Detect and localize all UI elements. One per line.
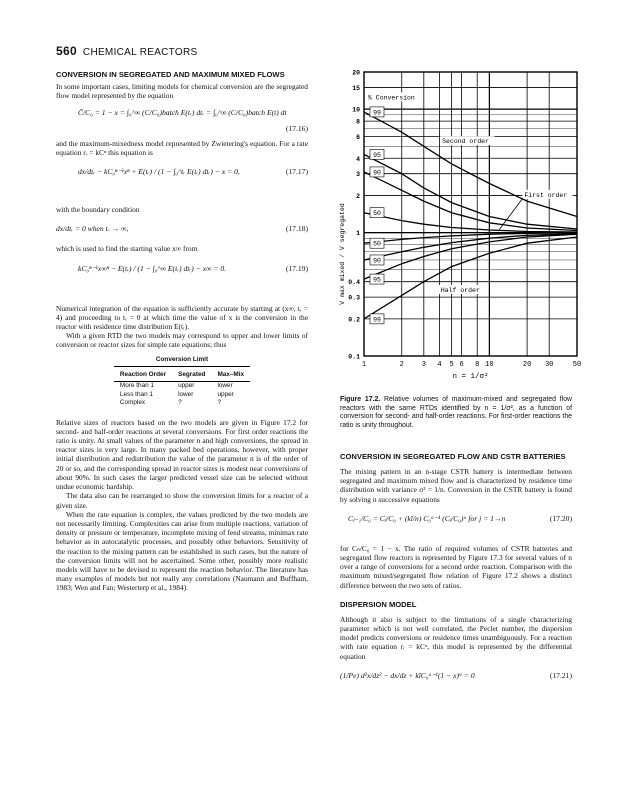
equation-17-21 [340, 671, 572, 685]
y-tick-label: 2 [356, 192, 360, 200]
equation-body: C̄/C₀ = 1 − x = ∫₀^∞ (C/C₀)batch E(tᵣ) dtᵣ = ∫₀^∞ (C/C₀)batch E(t) dt [78, 108, 287, 118]
table-cell: ? [178, 399, 182, 407]
running-header [56, 44, 198, 58]
equation-17-16 [78, 108, 308, 132]
table-row [114, 391, 250, 399]
x-tick-label: 20 [522, 361, 532, 369]
x-tick-label: 5 [449, 361, 454, 369]
equation-body: Cⱼ₋₁/C₀ = Cⱼ/C₀ + (kī/n) C₀ᵅ⁻¹ (Cⱼ/C₀)ᵅ for j = 1→n [348, 513, 506, 523]
x-tick-label: 6 [459, 361, 464, 369]
x-tick-label: 8 [475, 361, 480, 369]
second-order-label: Second order [442, 138, 489, 146]
figure-label: Figure 17.2. [340, 396, 381, 403]
paragraph: which is used to find the starting value x∞ from [56, 244, 198, 254]
x-tick-label: 1 [361, 361, 367, 369]
series-label: 90 [373, 169, 381, 177]
x-tick-label: 3 [421, 361, 426, 369]
paragraph: With a given RTD the two models may correspond to upper and lower limits of conversion or reactor sizes for simple rate equations; thus [56, 331, 308, 350]
series-label: 99 [373, 109, 381, 117]
table-caption: Conversion Limit [114, 356, 250, 367]
equation-body: (1/Pe) d²x/dz² − dx/dz + kīC₀ᵅ⁻¹(1 − x)ᵅ = 0 [340, 670, 475, 680]
section-title-segregated: CONVERSION IN SEGREGATED AND MAXIMUM MIXED FLOWS [56, 70, 285, 79]
series-line [364, 237, 577, 319]
series-line [364, 172, 577, 231]
series-label: 90 [373, 257, 381, 265]
equation-17-18 [56, 224, 308, 234]
table-cell: Complex [119, 399, 146, 407]
equation-number: (17.18) [285, 224, 308, 234]
paragraph: The data also can be rearranged to show the conversion limits for a reactor of a given size. [56, 491, 308, 510]
table-row [114, 399, 250, 407]
x-axis-title: n = 1/σ² [452, 373, 489, 381]
x-tick-label: 2 [399, 361, 404, 369]
paragraph: for Cₙ/C₀ = 1 − x. The ratio of required volumes of CSTR batteries and segregated flow reactors is represented by Figure 17.3 for several values of n over a range of conversions for a second order reaction. Comparison with the maximum mixed/segregated flow relation of Figure 17.2 shows a distinct difference between the two sets of ratios. [340, 543, 572, 590]
y-tick-label: 10 [352, 106, 360, 114]
first-order-arrow [499, 198, 523, 229]
paragraph: Although it also is subject to the limitations of a single characterizing parameter which is not well correlated, the Peclet number, the dispersion model predicts conversions or residence times unambiguously. For a reaction with rate equation rᵣ = kCᵅ, this model is represented by the differential equation [340, 614, 572, 661]
series-label: 50 [373, 210, 381, 218]
paragraph: and the maximum-mixedness model represented by Zwietering's equation. For a rate equation rᵣ = kCⁿ this equation is [56, 138, 308, 158]
equation-number: (17.17) [285, 167, 308, 177]
table-header: Segrated [172, 367, 211, 382]
equation-17-20 [348, 514, 572, 534]
right-column [340, 452, 572, 685]
running-title: CHEMICAL REACTORS [82, 47, 198, 58]
figure-17-2-chart [322, 64, 592, 394]
equation-body: dx/dtᵣ − kC₀ⁿ⁻¹xⁿ + E(tᵣ) / (1 − ∫₀^tᵣ E(tᵣ) dtᵣ) − x = 0, [78, 167, 240, 177]
half-order-label: Half order [440, 287, 480, 295]
y-tick-label: 1 [356, 230, 360, 238]
paragraph: Numerical integration of the equation is sufficiently accurate by starting at (x∞, tᵣ = 4) and proceeding to tᵣ = 0 at which time the value of x is the conversion in the reactor with residence time distribution E(tᵣ). [56, 303, 308, 332]
equation-body: kC₀ⁿ⁻¹x∞ⁿ − E(tᵣ) / (1 − ∫₀^∞ E(tᵣ) dtᵣ) − x∞ = 0. [78, 263, 227, 273]
conversion-label: % Conversion [368, 94, 415, 102]
paragraph: Relative sizes of reactors based on the two models are given in Figure 17.2 for second- and half-order reactions at several conversions. For first order reactions the ratio is unity. At small values of the parameter n and high conversions, the spread in reactor sizes is very large. In many packed bed operations, however, with proper initial distribution and redistribution the value of the parameter n is of the order of 20 or so, and the corresponding spread in reactor sizes is modest near conversions of about 90%. In such cases the larger predicted vessel size can be selected without undue economic hardship. [56, 417, 308, 492]
table-cell: Less than 1 [119, 390, 153, 398]
x-tick-label: 10 [485, 361, 494, 369]
paragraph: The mixing pattern in an n-stage CSTR battery is intermediate between segregated and maximum mixed flow and is characterized by residence time distribution with variance σ² = 1/n. Conversion in the CSTR battery is found by solving n successive equations [340, 467, 572, 504]
series-label: 99 [373, 316, 381, 324]
y-axis-title: V max mixed / V segregated [339, 203, 346, 305]
paragraph: When the rate equation is complex, the values predicted by the two models are not necessarily limiting. Complexities can arise from multiple reactions, variation of density or pressure or temperature, incomplete mixing of feed streams, minimax rate behavior as in autocatalytic processes, and possibly other behaviors. Sensitivity of the reaction to the mixing pattern can be established in such cases, but the nature of the conversion limits will not be ascertained. Some other, possibly more realistic models will have to be devised to represent the reaction behavior. The literature has many examples of models but not really any correlations (Naumann and Buffham, 1983; Wen and Fan; Westerterp et al., 1984). [56, 509, 308, 593]
table-header: Max–Mix [211, 367, 250, 382]
page-number: 560 [56, 44, 77, 58]
series-label: 95 [373, 276, 381, 284]
y-tick-label: 6 [356, 134, 360, 142]
x-tick-label: 50 [572, 361, 582, 369]
table-cell: ? [217, 399, 221, 407]
equation-number: (17.19) [285, 263, 308, 273]
y-tick-label: 8 [356, 118, 360, 126]
first-order-label: First order [524, 191, 568, 199]
plot-frame [364, 72, 577, 356]
section-title-cstr: CONVERSION IN SEGREGATED FLOW AND CSTR BATTERIES [340, 452, 566, 461]
equation-body: dx/dtᵣ = 0 when tᵣ → ∞, [56, 224, 129, 234]
conversion-limit-table [114, 356, 250, 408]
series-line [364, 112, 577, 217]
equation-17-19 [78, 264, 308, 292]
y-tick-label: 0.3 [348, 294, 360, 302]
paragraph: In some important cases, limiting models for chemical conversion are the segregated flow model represented by the equation [56, 82, 308, 101]
paragraph: with the boundary condition [56, 205, 140, 215]
series-label: 95 [373, 151, 381, 159]
chart-grid [364, 72, 577, 356]
table-cell: upper [217, 390, 234, 398]
table-cell: More than 1 [119, 382, 155, 390]
x-tick-label: 4 [437, 361, 442, 369]
x-tick-label: 30 [544, 361, 554, 369]
table-header: Reaction Order [114, 367, 172, 382]
table-row [114, 382, 250, 391]
left-column [56, 70, 308, 593]
y-tick-label: 4 [356, 155, 360, 163]
figure-caption [340, 396, 572, 430]
series-label: 50 [373, 240, 381, 248]
y-tick-label: 15 [352, 84, 360, 92]
y-tick-label: 20 [352, 69, 360, 77]
equation-number: (17.16) [285, 123, 308, 133]
y-tick-label: 3 [356, 171, 360, 179]
table-cell: lower [217, 382, 233, 390]
table-cell: upper [178, 382, 195, 390]
y-tick-label: 0.1 [348, 353, 360, 361]
y-tick-label: 0.4 [348, 279, 360, 287]
series-line [364, 234, 577, 260]
equation-number: (17.21) [549, 670, 572, 680]
y-tick-label: 0.2 [348, 316, 360, 324]
equation-17-17 [78, 167, 308, 195]
equation-number: (17.20) [549, 513, 572, 523]
section-title-dispersion: DISPERSION MODEL [340, 599, 417, 609]
figure-caption-text: Relative volumes of maximum-mixed and segregated flow reactors with the same RTDs identified by n = 1/σ², as a function of conversion for second- and half-order reactions. For first-order reactions the ratio is unity throughout. [340, 396, 572, 429]
table-cell: lower [178, 390, 194, 398]
